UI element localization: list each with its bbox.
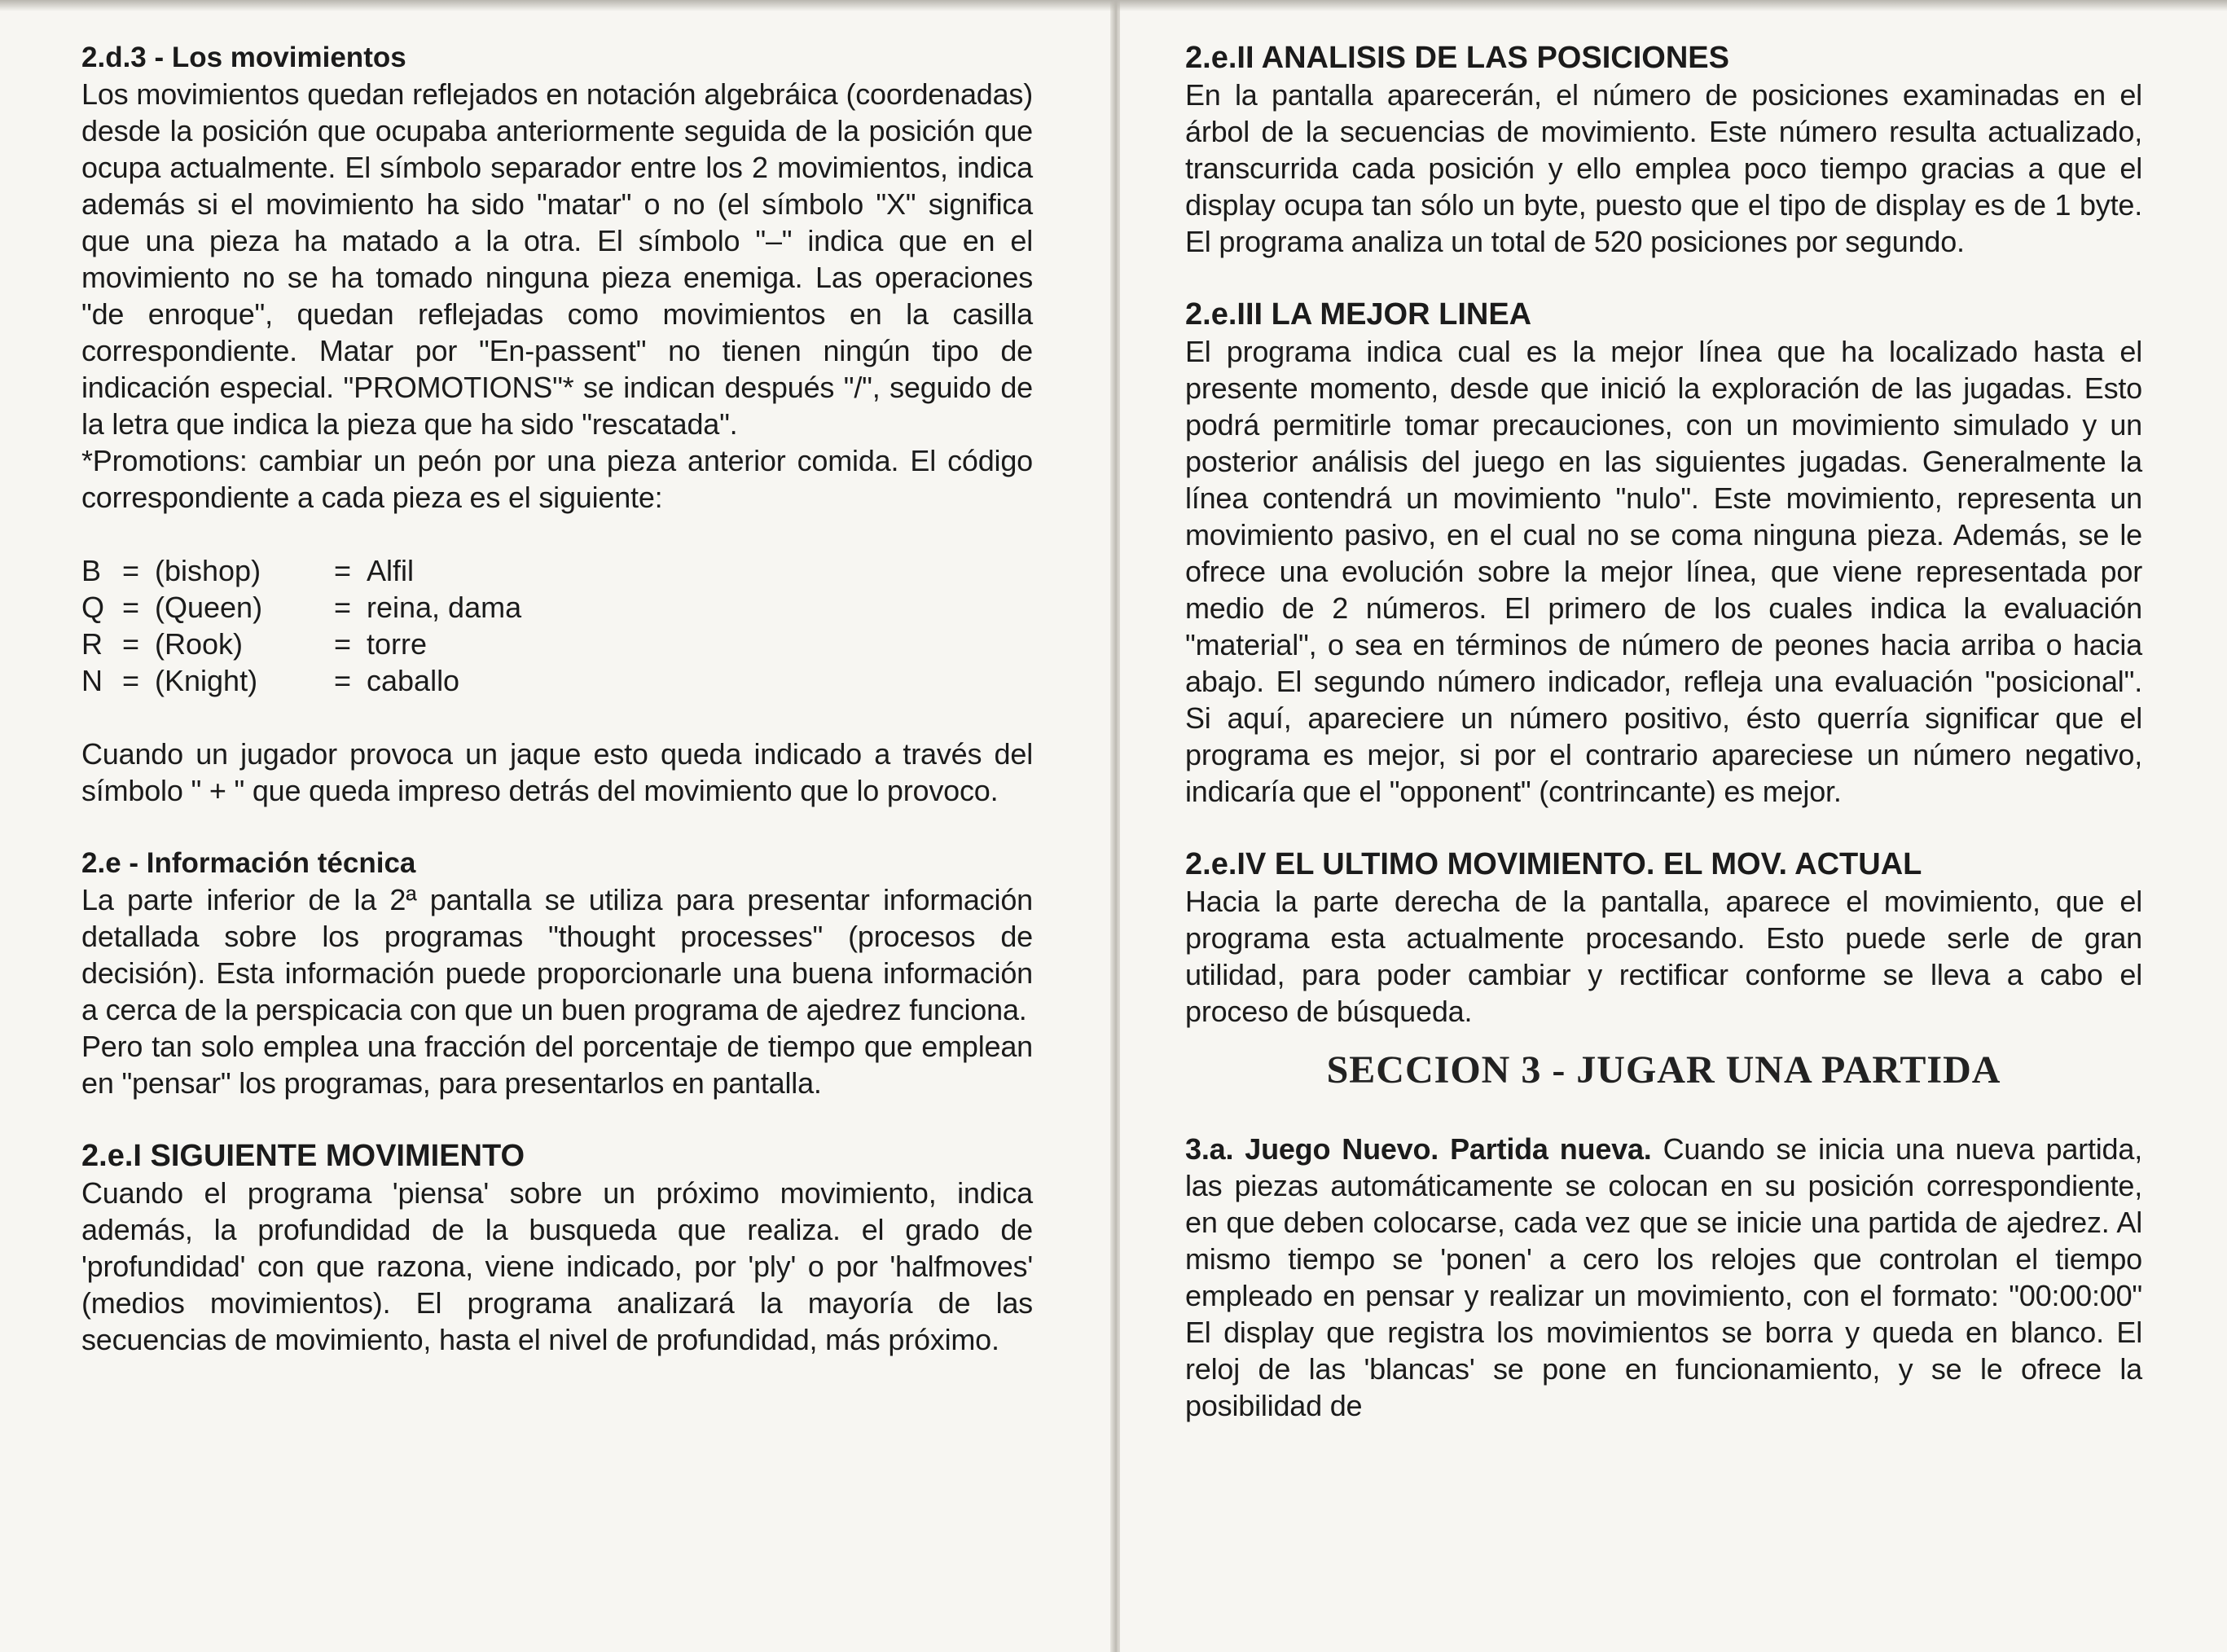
paragraph-notation: Los movimientos quedan reflejados en notación algebráica (coordenadas) desde la posición que ocupaba anteriormente seguida de la posición que ocupa actualmente. El símbolo separador entre los 2 movimientos, indica además si el movimiento ha sido "matar" o no (el símbolo "X" significa que una pieza ha matado a la otra. El símbolo "–" indica que en el movimiento no se ha tomado ninguna pieza enemiga. Las operaciones "de enroque", quedan reflejadas como movimientos en la casilla correspondiente. Matar por "En-passent" no tienen ningún tipo de indicación especial. "PROMOTIONS"* se indican después "/", seguido de la letra que indica la pieza que ha sido "rescatada". bbox=[81, 77, 1033, 441]
paragraph-best-line: El programa indica cual es la mejor línea que ha localizado hasta el presente momento, desde que inició la exploración de las jugadas. Esto podrá permitirle tomar precauciones, con un movimiento simulado y un posterior análisis del juego en las siguientes jugadas. Generalmente la línea contendrá un movimiento "nulo". Este movimiento, representa un movimiento pasivo, en el cual no se coma ninguna pieza. Además, se le ofrece una evolución sobre la mejor línea, que viene representada por medio de 2 números. El primero de los cuales indica la evaluación "material", o sea en términos de número de peones hacia arriba o hacia abajo. El segundo número indicador, refleja una evaluación "posicional". Si aquí, apareciere un número positivo, ésto querría significar que el programa es mejor, si por el contrario apareciese un número negativo, indicaría que el "opponent" (contrincante) es mejor. bbox=[1185, 335, 2142, 808]
code-english: (Queen) bbox=[155, 591, 263, 624]
paragraph-positions: En la pantalla aparecerán, el número de posiciones examinadas en el árbol de la secuencias de movimiento. Este número resulta actualizado, transcurrida cada posición y ello emplea poco tiempo gracias a que el display ocupa tan sólo un byte, puesto que el tipo de display es de 1 byte. El programa analiza un total de 520 posiciones por segundo. bbox=[1185, 78, 2142, 258]
heading-siguiente-movimiento: 2.e.I SIGUIENTE MOVIMIENTO bbox=[81, 1139, 525, 1173]
new-game-lead: 3.a. Juego Nuevo. Partida nueva. bbox=[1185, 1132, 1652, 1166]
equals-sign: = bbox=[334, 664, 352, 697]
code-english: (bishop) bbox=[155, 554, 261, 587]
code-letter: Q bbox=[81, 591, 105, 624]
paragraph-promotions: *Promotions: cambiar un peón por una pieza anterior comida. El código correspondiente a cada pieza es el siguiente: bbox=[81, 444, 1033, 514]
code-english: (Knight) bbox=[155, 664, 258, 697]
spacer bbox=[81, 809, 1033, 845]
spacer bbox=[81, 1101, 1033, 1137]
section-title: SECCION 3 - JUGAR UNA PARTIDA bbox=[1326, 1048, 2001, 1092]
right-column bbox=[1185, 39, 2142, 1424]
paragraph-time-fraction: Pero tan solo emplea una fracción del porcentaje de tiempo que emplean en "pensar" los programas, para presentarlos en pantalla. bbox=[81, 1030, 1033, 1100]
spacer bbox=[1185, 810, 2142, 846]
equals-sign: = bbox=[122, 664, 140, 697]
code-spanish: torre bbox=[367, 627, 428, 661]
new-game-body: Cuando se inicia una nueva partida, las piezas automáticamente se colocan en su posición correspondiente, en que deben colocarse, cada vez que se inicie una partida de ajedrez. Al mismo tiempo se 'ponen' a cero los relojes que controlan el tiempo empleado en pensar y realizar un movimiento, con el formato: "00:00:00" El display que registra los movimientos se borra y queda en blanco. El reloj de las 'blancas' se pone en funcionamiento, y se le ofrece la posibilidad de bbox=[1185, 1132, 2142, 1422]
heading-analisis-posiciones: 2.e.II ANALISIS DE LAS POSICIONES bbox=[1185, 41, 1729, 75]
heading-ultimo-movimiento: 2.e.IV EL ULTIMO MOVIMIENTO. EL MOV. ACTUAL bbox=[1185, 847, 1922, 881]
code-letter: N bbox=[81, 664, 103, 697]
top-shadow bbox=[0, 0, 2227, 11]
spacer bbox=[1185, 260, 2142, 296]
equals-sign: = bbox=[334, 627, 352, 661]
paragraph-new-game bbox=[1185, 1131, 2142, 1424]
code-spanish: caballo bbox=[367, 664, 460, 697]
equals-sign: = bbox=[122, 554, 140, 587]
equals-sign: = bbox=[334, 591, 352, 624]
code-english: (Rook) bbox=[155, 627, 244, 661]
code-spanish: Alfil bbox=[367, 554, 415, 587]
paragraph-current-move: Hacia la parte derecha de la pantalla, aparece el movimiento, que el programa esta actualmente procesando. Esto puede serle de gran utilidad, para poder cambiar y rectificar conforme se lleva a cabo el proceso de búsqueda. bbox=[1185, 885, 2142, 1028]
piece-code-row bbox=[81, 626, 1033, 662]
piece-code-row bbox=[81, 589, 1033, 626]
piece-code-row bbox=[81, 662, 1033, 699]
equals-sign: = bbox=[122, 591, 140, 624]
paragraph-technical-info: La parte inferior de la 2ª pantalla se utiliza para presentar información detallada sobre los programas "thought processes" (procesos de decisión). Esta información puede proporcionarle una buena información a cerca de la perspicacia con que un buen programa de ajedrez funciona. bbox=[81, 883, 1033, 1026]
equals-sign: = bbox=[122, 627, 140, 661]
code-spanish: reina, dama bbox=[367, 591, 522, 624]
equals-sign: = bbox=[334, 554, 352, 587]
code-letter: R bbox=[81, 627, 103, 661]
piece-code-row bbox=[81, 552, 1033, 589]
heading-informacion-tecnica: 2.e - Información técnica bbox=[81, 847, 416, 879]
code-letter: B bbox=[81, 554, 102, 587]
left-column bbox=[81, 39, 1033, 1358]
heading-mejor-linea: 2.e.III LA MEJOR LINEA bbox=[1185, 297, 1532, 332]
paragraph-check-symbol: Cuando un jugador provoca un jaque esto queda indicado a través del símbolo " + " que queda impreso detrás del movimiento que lo provoco. bbox=[81, 737, 1033, 807]
heading-los-movimientos: 2.d.3 - Los movimientos bbox=[81, 42, 406, 73]
paragraph-search-depth: Cuando el programa 'piensa' sobre un próximo movimiento, indica además, la profundidad de la busqueda que realiza. el grado de 'profundidad' con que razona, viene indicado, por 'ply' o por 'halfmoves' (medios movimientos). El programa analizará la mayoría de las secuencias de movimiento, hasta el nivel de profundidad, más próximo. bbox=[81, 1176, 1033, 1356]
right-page bbox=[1120, 0, 2227, 1652]
piece-code-list bbox=[81, 552, 1033, 699]
